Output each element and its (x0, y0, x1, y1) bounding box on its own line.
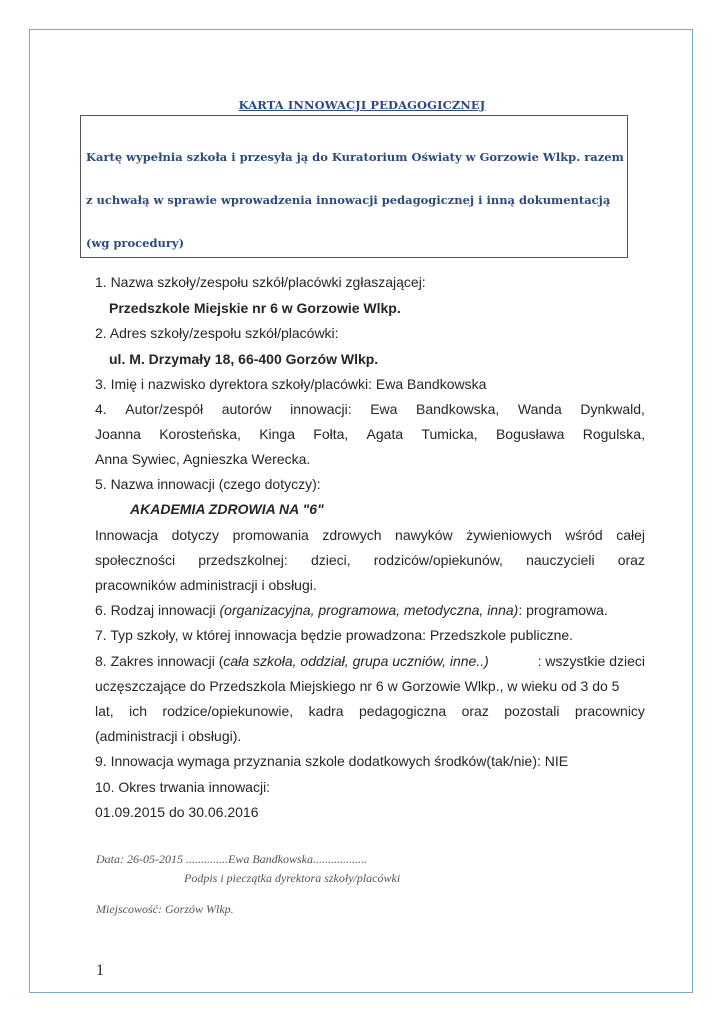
q1-value: Przedszkole Miejskie nr 6 w Gorzowie Wlkp. (109, 300, 401, 316)
word: Agata (366, 426, 404, 442)
q9-line: 9. Innowacja wymaga przyznania szkole dodatkowych środków(tak/nie): NIE (95, 753, 569, 769)
word: zdrowych (322, 527, 382, 543)
q4-line-1 (95, 401, 645, 418)
q8-line-4: (administracji i obsługi). (95, 728, 242, 744)
q8-value: : wszystkie dzieci (537, 653, 645, 669)
instruction-line-1: Kartę wypełnia szkoła i przesyła ją do Kuratorium Oświaty w Gorzowie Wlkp. razem (86, 150, 624, 164)
q6-label: 6. Rodzaj innowacji (95, 602, 216, 618)
word: Wanda (517, 401, 562, 417)
q3-value: Ewa Bandkowska (375, 376, 487, 392)
word: przedszkolnej: (198, 552, 288, 568)
word: promowania (232, 527, 309, 543)
word: nauczycieli (526, 552, 595, 568)
word: ich (129, 703, 147, 719)
word: oraz (617, 552, 645, 568)
word: dotyczy (171, 527, 220, 543)
word: Korosteńska, (159, 426, 241, 442)
instruction-line-2: z uchwałą w sprawie wprowadzenia innowacji pedagogicznej i inną dokumentacją (86, 193, 611, 207)
q6-line (95, 602, 608, 619)
word: autorów (221, 401, 272, 417)
word: pedagogiczna (359, 703, 447, 719)
q7-line: 7. Typ szkoły, w której innowacja będzie prowadzona: Przedszkole publiczne. (95, 627, 574, 643)
q3-label: 3. Imię i nazwisko dyrektora szkoły/placówki: (95, 376, 372, 392)
word: Innowacja (95, 527, 159, 543)
word: oraz (461, 703, 489, 719)
innovation-name: AKADEMIA ZDROWIA NA "6" (130, 501, 324, 517)
word: społeczności (95, 552, 176, 568)
desc-line-2 (95, 552, 645, 569)
word: Bandkowska, (416, 401, 500, 417)
q2-value: ul. M. Drzymały 18, 66-400 Gorzów Wlkp. (109, 351, 379, 367)
word: Kinga (259, 426, 295, 442)
q6-value: : programowa. (518, 602, 608, 618)
q8-line-2: uczęszczające do Przedszkola Miejskiego nr 6 w Gorzowie Wlkp., w wieku od 3 do 5 (95, 678, 620, 694)
word: pracownicy (574, 703, 645, 719)
q1-label: 1. Nazwa szkoły/zespołu szkół/placówki zgłaszającej: (95, 274, 426, 290)
page-number: 1 (96, 962, 104, 979)
q4-line-2 (95, 426, 645, 443)
q8-line-3 (95, 703, 645, 720)
date-signature-line: Data: 26-05-2015 ..............Ewa Bandkowska.................. (96, 852, 367, 866)
q4-line-3: Anna Sywiec, Agnieszka Werecka. (95, 451, 311, 467)
q6-options: (organizacyjna, programowa, metodyczna, inna) (219, 602, 519, 618)
q2-label: 2. Adres szkoły/zespołu szkół/placówki: (95, 325, 339, 341)
signature-caption: Podpis i pieczątka dyrektora szkoły/placówki (184, 871, 401, 885)
word: nawyków (395, 527, 453, 543)
instruction-line-3: (wg procedury) (86, 236, 185, 250)
word: Joanna (95, 426, 141, 442)
place-line: Miejscowość: Gorzów Wlkp. (96, 902, 234, 916)
word: rodziców/opiekunów, (373, 552, 503, 568)
word: kadra (308, 703, 344, 719)
word: 4. (95, 401, 107, 417)
document-title: KARTA INNOWACJI PEDAGOGICZNEJ (238, 98, 486, 112)
word: Dynkwald, (580, 401, 645, 417)
q5-label: 5. Nazwa innowacji (czego dotyczy): (95, 476, 321, 492)
q8-label: 8. Zakres innowacji ( (95, 653, 224, 669)
word: całej (616, 527, 645, 543)
word: Bogusława (495, 426, 565, 442)
word: Tumicka, (421, 426, 478, 442)
word: innowacji: (290, 401, 352, 417)
q3-line (95, 376, 486, 393)
word: dzieci, (310, 552, 351, 568)
word: Ewa (370, 401, 398, 417)
desc-line-1 (95, 527, 645, 544)
word: lat, (95, 703, 114, 719)
word: Fołta, (313, 426, 349, 442)
word: rodzice/opiekunowie, (162, 703, 294, 719)
word: żywieniowych (466, 527, 552, 543)
q10-value: 01.09.2015 do 30.06.2016 (95, 804, 259, 820)
word: Autor/zespół (125, 401, 204, 417)
word: wśród (565, 527, 603, 543)
q10-label: 10. Okres trwania innowacji: (95, 779, 271, 795)
word: Rogulska, (582, 426, 645, 442)
q8-line-1 (95, 653, 645, 670)
desc-line-3: pracowników administracji i obsługi. (95, 577, 317, 593)
q8-options: cała szkoła, oddział, grupa uczniów, inne..) (223, 653, 489, 669)
word: pozostali (504, 703, 560, 719)
